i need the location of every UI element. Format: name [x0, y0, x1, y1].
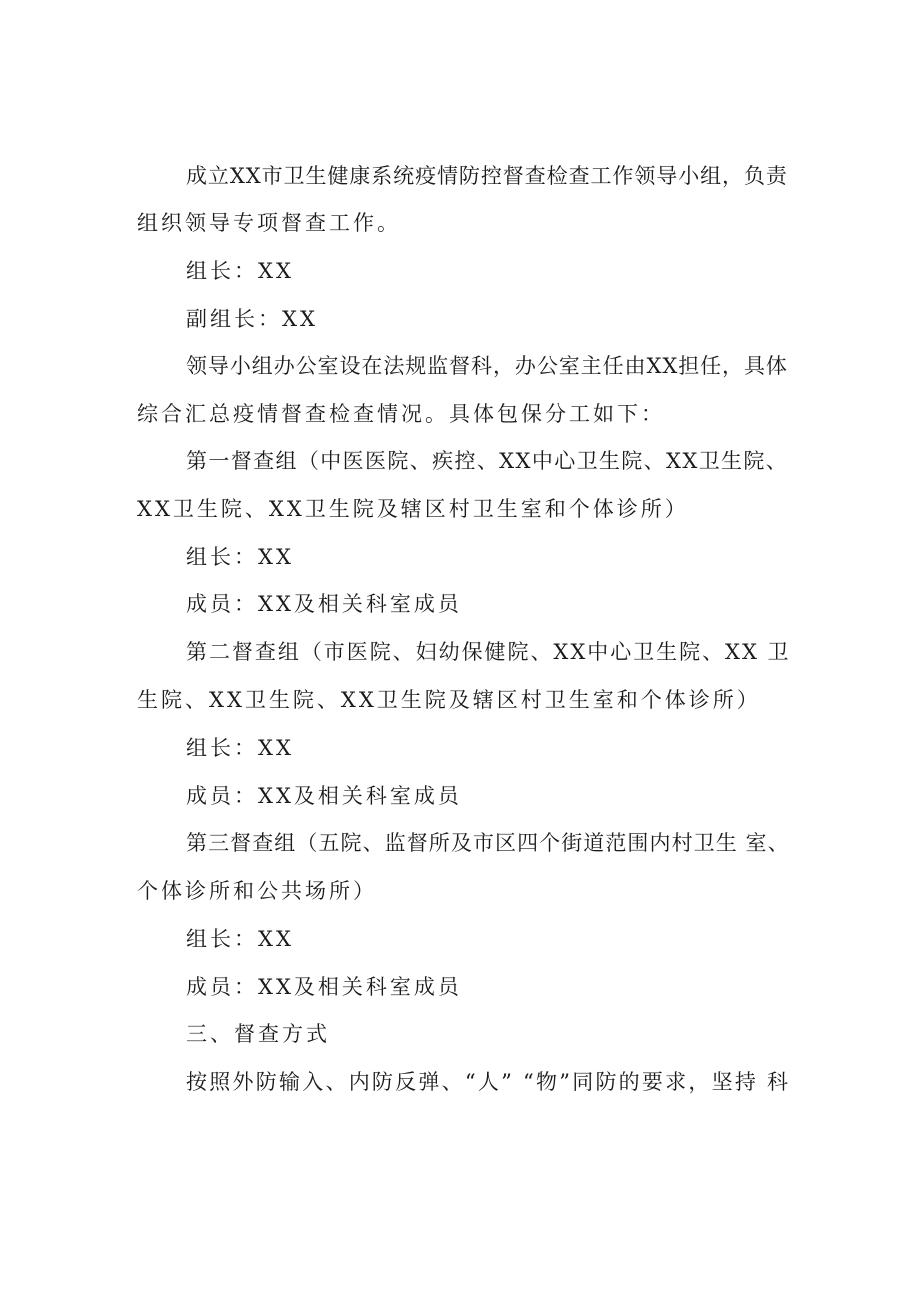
paragraph-line: 组长：XX	[186, 259, 294, 283]
paragraph-line: 综合汇总疫情督查检查情况。具体包保分工如下：	[137, 402, 665, 426]
paragraph-line: 组长：XX	[186, 927, 294, 951]
paragraph-line: 第二督查组（市医院、妇幼保健院、XX中心卫生院、XX 卫	[186, 640, 791, 664]
paragraph-line: 第一督查组（中医医院、疾控、XX中心卫生院、XX卫生院、	[186, 449, 789, 473]
paragraph-line: 成员：XX及相关科室成员	[186, 975, 462, 999]
paragraph-line: 成员：XX及相关科室成员	[186, 592, 462, 616]
paragraph-line: 领导小组办公室设在法规监督科，办公室主任由XX担任，具体	[186, 354, 788, 378]
paragraph-line: 个体诊所和公共场所）	[137, 879, 377, 903]
paragraph-line: 副组长：XX	[186, 307, 318, 331]
paragraph-line: 按照外防输入、内防反弹、“人” “物”同防的要求，坚持 科	[186, 1070, 791, 1094]
paragraph-line: 组长：XX	[186, 545, 294, 569]
section-heading: 三、督查方式	[186, 1022, 330, 1046]
paragraph-line: 组长：XX	[186, 736, 294, 760]
paragraph-line: 组织领导专项督查工作。	[137, 211, 401, 235]
paragraph-line: 成员：XX及相关科室成员	[186, 784, 462, 808]
paragraph-line: 成立XX市卫生健康系统疫情防控督查检查工作领导小组，负责	[186, 164, 788, 188]
paragraph-line: 第三督查组（五院、监督所及市区四个街道范围内村卫生 室、	[186, 831, 790, 855]
paragraph-line: XX卫生院、XX卫生院及辖区村卫生室和个体诊所）	[137, 497, 689, 521]
paragraph-line: 生院、XX卫生院、XX卫生院及辖区村卫生室和个体诊所）	[137, 688, 761, 712]
